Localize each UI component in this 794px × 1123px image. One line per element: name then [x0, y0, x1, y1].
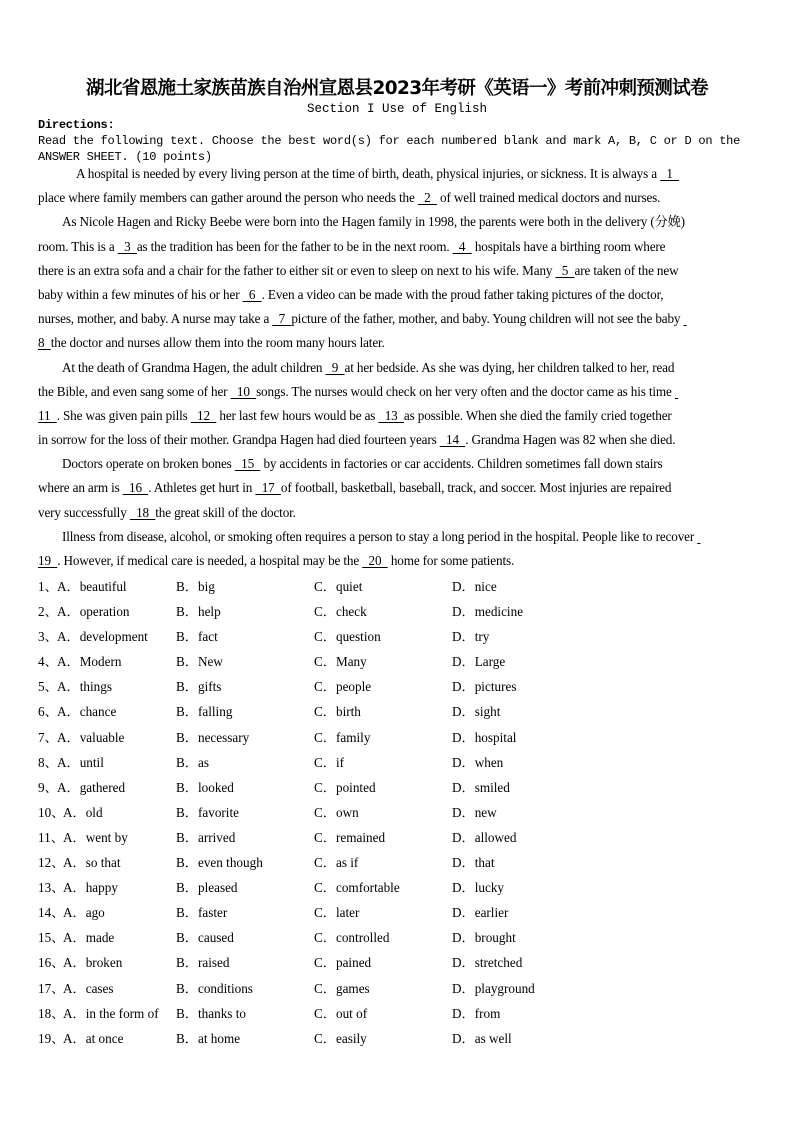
- question-row: [38, 1026, 778, 1051]
- directions-heading: Directions:: [38, 118, 115, 132]
- question-row: [38, 725, 778, 750]
- passage-line: [38, 452, 778, 476]
- question-number: 6、: [38, 704, 58, 720]
- option-a: A．valuable: [57, 729, 125, 745]
- passage-text: very successfully: [38, 504, 130, 520]
- question-number: 13、: [38, 880, 65, 896]
- passage-line: [38, 210, 778, 234]
- option-b: B．fact: [176, 629, 218, 645]
- option-d: D．sight: [452, 704, 501, 720]
- question-number: 7、: [38, 729, 58, 745]
- passage-text: in sorrow for the loss of their mother. Grandpa Hagen had died fourteen years: [38, 432, 440, 448]
- answer-blank: 11: [38, 407, 57, 423]
- passage-text: picture of the father, mother, and baby. Young children will not see the baby: [291, 311, 684, 327]
- passage-text: the Bible, and even sang some of her: [38, 383, 231, 399]
- question-row: [38, 750, 778, 775]
- passage-text: as the tradition has been for the father to be in the next room.: [136, 238, 453, 254]
- question-row: [38, 699, 778, 724]
- answer-blank: 13: [378, 407, 404, 423]
- option-d: D．playground: [452, 980, 535, 996]
- passage-line: [38, 501, 778, 525]
- question-row: [38, 800, 778, 825]
- option-d: D．brought: [452, 930, 516, 946]
- option-b: B．New: [176, 654, 223, 670]
- question-number: 1、: [38, 579, 58, 594]
- question-row: [38, 1001, 778, 1026]
- passage-line: [38, 162, 778, 186]
- option-c: C．people: [314, 679, 372, 695]
- option-a: A．so that: [63, 855, 121, 871]
- question-row: [38, 925, 778, 950]
- option-a: A．in the form of: [63, 1005, 159, 1021]
- question-row: [38, 850, 778, 875]
- question-number: 16、: [38, 955, 65, 971]
- option-a: A．things: [57, 679, 112, 695]
- option-d: D．hospital: [452, 729, 517, 745]
- question-row: [38, 825, 778, 850]
- option-d: D．from: [452, 1005, 501, 1021]
- option-c: C．pained: [314, 955, 372, 971]
- answer-blank: 9: [325, 359, 345, 375]
- passage-line: [38, 380, 778, 404]
- passage-text: the great skill of the doctor.: [155, 504, 296, 520]
- option-a: A．ago: [63, 905, 105, 921]
- option-b: B．help: [176, 604, 221, 620]
- question-number: 8、: [38, 754, 58, 770]
- answer-blank: 15: [234, 456, 261, 472]
- option-a: A．old: [63, 804, 103, 820]
- option-b: B．gifts: [176, 679, 222, 695]
- answer-blank: 7: [272, 311, 292, 327]
- passage-line: [38, 235, 778, 259]
- option-b: B．big: [176, 579, 215, 594]
- passage-line: [38, 476, 778, 500]
- question-number: 3、: [38, 629, 58, 645]
- option-a: A．gathered: [57, 779, 126, 795]
- option-d: D．nice: [452, 579, 497, 594]
- passage-text: baby within a few minutes of his or her: [38, 286, 243, 302]
- option-c: C．Many: [314, 654, 367, 670]
- option-c: C．pointed: [314, 779, 376, 795]
- option-a: A．development: [57, 629, 148, 645]
- question-number: 9、: [38, 779, 58, 795]
- passage-line: [38, 549, 778, 573]
- option-c: C．check: [314, 604, 367, 620]
- question-row: [38, 574, 778, 599]
- option-d: D．when: [452, 754, 504, 770]
- option-b: B．as: [176, 754, 209, 770]
- answer-blank: 18: [129, 504, 156, 520]
- option-c: C．question: [314, 629, 381, 645]
- question-number: 14、: [38, 905, 65, 921]
- question-number: 17、: [38, 980, 65, 996]
- option-d: D．Large: [452, 654, 506, 670]
- question-number: 4、: [38, 654, 58, 670]
- question-row: [38, 976, 778, 1001]
- option-d: D．pictures: [452, 679, 517, 695]
- page-title: 湖北省恩施土家族苗族自治州宣恩县2023年考研《英语一》考前冲刺预测试卷: [86, 78, 708, 99]
- answer-blank: 6: [242, 286, 262, 302]
- option-d: D．earlier: [452, 905, 509, 921]
- option-c: C．later: [314, 905, 360, 921]
- answer-blank: [697, 529, 700, 544]
- passage-line: [38, 186, 778, 210]
- option-b: B．even though: [176, 855, 263, 871]
- option-b: B．falling: [176, 704, 233, 720]
- passage-text: are taken of the new: [574, 262, 679, 278]
- option-c: C．if: [314, 754, 345, 770]
- option-b: B．raised: [176, 955, 230, 971]
- option-c: C．games: [314, 980, 370, 996]
- question-number: 18、: [38, 1005, 65, 1021]
- answer-blank: [684, 311, 687, 326]
- option-d: D．stretched: [452, 955, 523, 971]
- directions-text-line-1: Read the following text. Choose the best word(s) for each numbered blank and mark A, B, C or D on the: [38, 134, 741, 148]
- question-number: 15、: [38, 930, 65, 946]
- passage-text: . She was given pain pills: [56, 407, 191, 423]
- option-d: D．try: [452, 629, 490, 645]
- passage-text: . Even a video can be made with the proud father taking pictures of the doctor,: [261, 286, 664, 302]
- answer-blank: 16: [122, 480, 149, 496]
- cloze-passage: [38, 162, 778, 573]
- passage-text: . However, if medical care is needed, a hospital may be the: [57, 553, 363, 568]
- passage-text: hospitals have a birthing room where: [471, 238, 666, 254]
- passage-text: as possible. When she died the family cried together: [403, 407, 672, 423]
- directions-text-line-2: ANSWER SHEET. (10 points): [38, 150, 212, 164]
- option-c: C．out of: [314, 1005, 368, 1021]
- option-d: D．as well: [452, 1030, 512, 1046]
- passage-text: where an arm is: [38, 480, 123, 496]
- option-d: D．smiled: [452, 779, 510, 795]
- option-c: C．comfortable: [314, 880, 400, 896]
- option-c: C．own: [314, 804, 359, 820]
- answer-blank: 8: [38, 335, 51, 351]
- section-heading: Section I Use of English: [306, 102, 488, 116]
- option-b: B．necessary: [176, 729, 250, 745]
- passage-line: [38, 331, 778, 355]
- passage-text: place where family members can gather around the person who needs the: [38, 190, 418, 206]
- passage-line: [38, 283, 778, 307]
- answer-blank: 12: [190, 407, 217, 423]
- option-c: C．quiet: [314, 579, 363, 594]
- passage-line: [38, 428, 778, 452]
- option-c: C．birth: [314, 704, 361, 720]
- passage-text: room. This is a: [38, 238, 118, 254]
- option-c: C．controlled: [314, 930, 390, 946]
- answer-blank: 10: [230, 383, 257, 399]
- passage-text: by accidents in factories or car accidents. Children sometimes fall down stairs: [260, 456, 663, 472]
- option-d: D．allowed: [452, 829, 517, 845]
- question-row: [38, 599, 778, 624]
- answer-blank: 5: [555, 262, 575, 278]
- question-number: 12、: [38, 855, 65, 871]
- option-b: B．looked: [176, 779, 234, 795]
- question-options-list: [38, 574, 778, 1051]
- option-a: A．made: [63, 930, 115, 946]
- option-b: B．faster: [176, 905, 228, 921]
- option-c: C．as if: [314, 855, 359, 871]
- passage-line: [38, 404, 778, 428]
- passage-text: Doctors operate on broken bones: [62, 456, 235, 472]
- passage-line: [38, 525, 778, 549]
- passage-text: the doctor and nurses allow them into the room many hours later.: [50, 335, 385, 351]
- passage-text: songs. The nurses would check on her very often and the doctor came as his time: [256, 383, 675, 399]
- passage-text: . Grandma Hagen was 82 when she died.: [465, 432, 676, 448]
- option-a: A．chance: [57, 704, 117, 720]
- passage-text: Illness from disease, alcohol, or smoking often requires a person to stay a long period in the hospital. People like to recover: [62, 528, 698, 544]
- option-d: D．new: [452, 804, 497, 820]
- option-a: A．broken: [63, 955, 123, 971]
- option-a: A．Modern: [57, 654, 122, 670]
- question-row: [38, 674, 778, 699]
- question-number: 5、: [38, 679, 58, 695]
- passage-text: . Athletes get hurt in: [148, 480, 256, 496]
- option-b: B．caused: [176, 930, 234, 946]
- question-row: [38, 950, 778, 975]
- option-d: D．medicine: [452, 604, 524, 620]
- answer-blank: 1: [660, 166, 680, 181]
- question-number: 10、: [38, 804, 65, 820]
- answer-blank: 19: [38, 553, 58, 568]
- answer-blank: 4: [452, 238, 472, 254]
- option-a: A．at once: [63, 1030, 124, 1046]
- option-c: C．remained: [314, 829, 386, 845]
- option-a: A．operation: [57, 604, 130, 620]
- passage-text: of well trained medical doctors and nurses.: [436, 190, 661, 206]
- question-row: [38, 875, 778, 900]
- passage-text: of football, basketball, baseball, track, and soccer. Most injuries are repaired: [280, 480, 672, 496]
- option-b: B．thanks to: [176, 1005, 246, 1021]
- passage-text: At the death of Grandma Hagen, the adult children: [62, 359, 326, 375]
- option-b: B．arrived: [176, 829, 236, 845]
- option-a: A．beautiful: [57, 579, 127, 594]
- question-number: 11、: [38, 829, 64, 845]
- question-row: [38, 900, 778, 925]
- answer-blank: 20: [362, 553, 388, 568]
- passage-line: [38, 259, 778, 283]
- passage-text: there is an extra sofa and a chair for the father to either sit or even to sleep on next to his wife. Many: [38, 262, 556, 278]
- option-d: D．lucky: [452, 880, 505, 896]
- answer-blank: 2: [417, 190, 437, 206]
- passage-text: nurses, mother, and baby. A nurse may take a: [38, 311, 273, 327]
- option-c: C．family: [314, 729, 371, 745]
- passage-text: As Nicole Hagen and Ricky Beebe were born into the Hagen family in 1998, the parents were both in the delivery (分娩): [62, 214, 685, 230]
- answer-blank: 17: [255, 480, 281, 496]
- option-a: A．until: [57, 754, 104, 770]
- option-a: A．happy: [63, 880, 118, 896]
- question-row: [38, 649, 778, 674]
- passage-line: [38, 356, 778, 380]
- option-b: B．pleased: [176, 880, 238, 896]
- option-a: A．cases: [63, 980, 114, 996]
- passage-text: her last few hours would be as: [216, 407, 379, 423]
- option-a: A．went by: [63, 829, 128, 845]
- option-b: B．conditions: [176, 980, 253, 996]
- question-row: [38, 624, 778, 649]
- option-c: C．easily: [314, 1030, 367, 1046]
- question-number: 2、: [38, 604, 58, 620]
- option-d: D．that: [452, 855, 495, 871]
- passage-text: at her bedside. As she was dying, her children talked to her, read: [344, 359, 675, 375]
- answer-blank: 3: [117, 238, 137, 254]
- question-row: [38, 775, 778, 800]
- answer-blank: 14: [439, 432, 466, 448]
- option-b: B．favorite: [176, 804, 239, 820]
- passage-line: [38, 307, 778, 331]
- question-number: 19、: [38, 1030, 65, 1046]
- passage-text: home for some patients.: [387, 553, 515, 568]
- passage-text: A hospital is needed by every living person at the time of birth, death, physical injuries, or sickness. It is always a: [76, 166, 661, 181]
- answer-blank: [675, 384, 678, 399]
- option-b: B．at home: [176, 1030, 241, 1046]
